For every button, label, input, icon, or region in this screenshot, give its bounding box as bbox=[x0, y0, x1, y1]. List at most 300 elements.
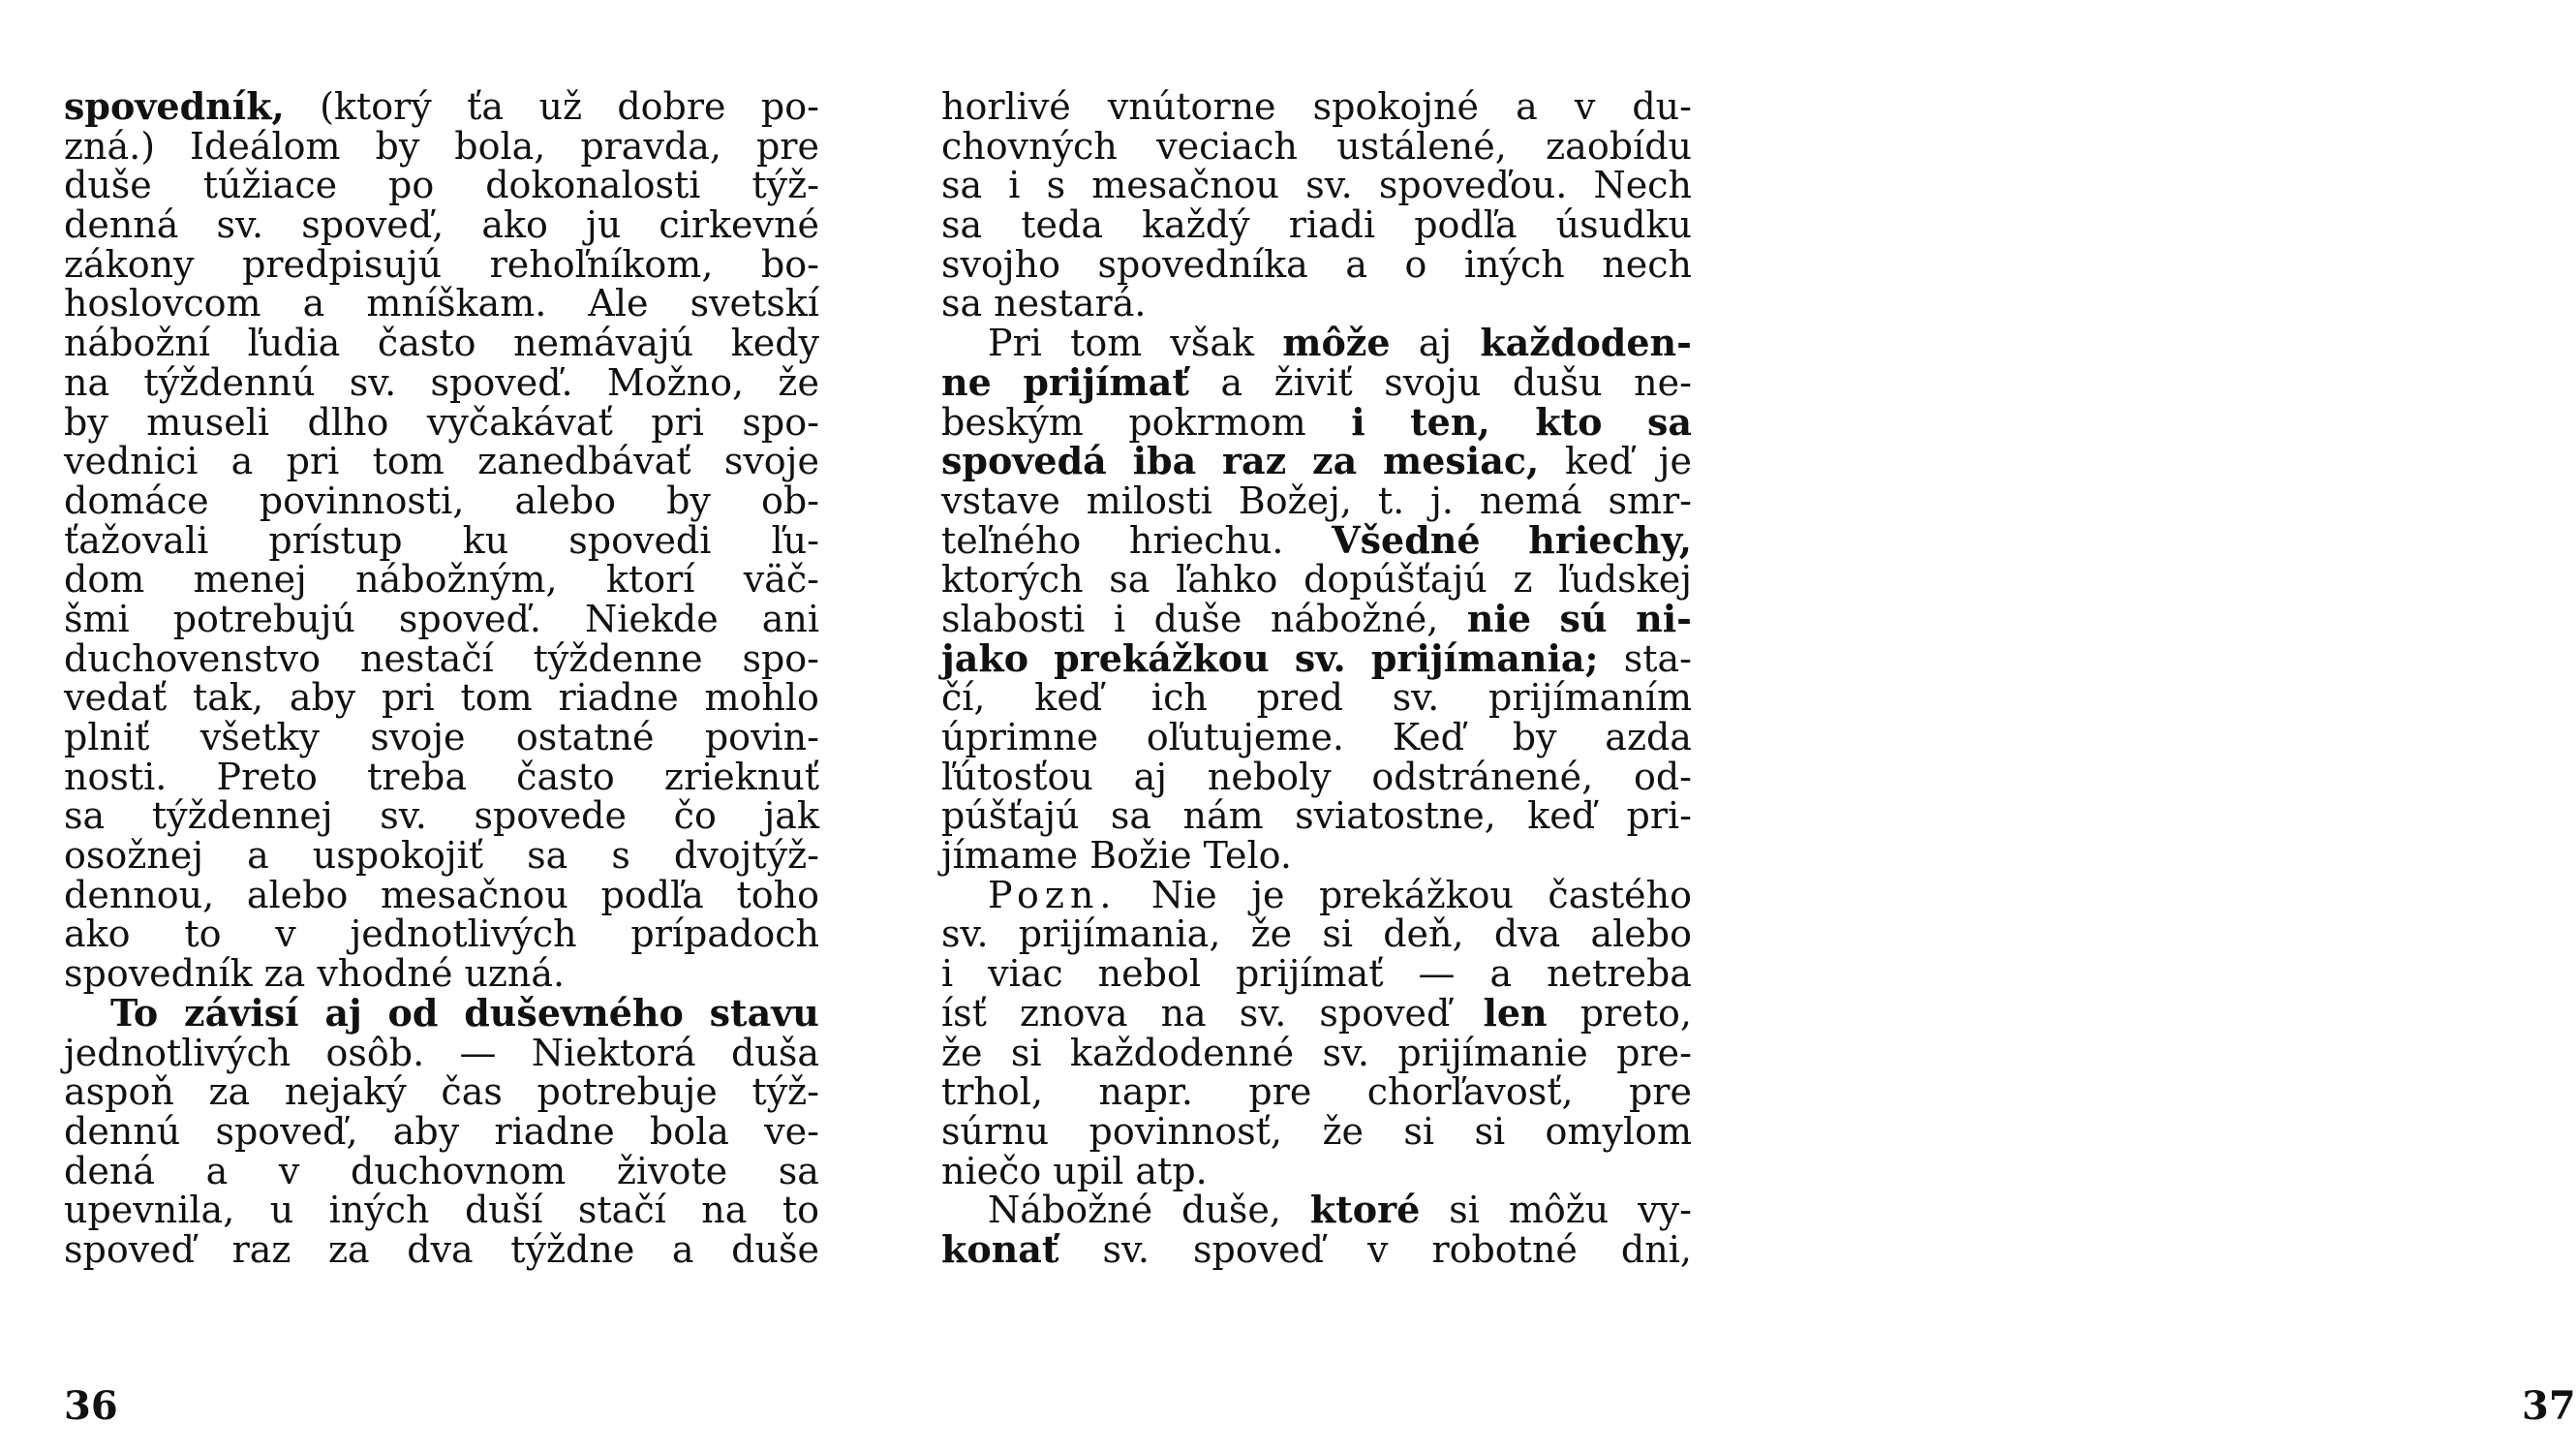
right-page-text bbox=[941, 87, 1692, 1270]
word: spoveď bbox=[1319, 991, 1451, 1035]
text-line bbox=[941, 757, 1692, 797]
text-line bbox=[64, 284, 819, 324]
word: veciach bbox=[1156, 124, 1298, 168]
word: tom bbox=[1070, 322, 1143, 365]
word: prekážkou bbox=[1054, 635, 1270, 680]
text-line bbox=[64, 718, 819, 757]
word: cirkevné bbox=[659, 203, 819, 247]
word: dobre bbox=[617, 85, 726, 128]
word: hriechy, bbox=[1528, 517, 1692, 562]
word: zrieknuť bbox=[663, 755, 819, 798]
word: (ktorý bbox=[320, 85, 432, 128]
word: riadi bbox=[1288, 203, 1376, 247]
word: duše, bbox=[1181, 1189, 1281, 1232]
text-line bbox=[941, 517, 1692, 562]
word: že bbox=[778, 360, 819, 404]
word: raz bbox=[231, 1227, 291, 1271]
word: omylom bbox=[1545, 1109, 1692, 1153]
word: jednotlivých bbox=[64, 1031, 291, 1074]
word: je bbox=[1251, 873, 1285, 916]
word: toho bbox=[736, 873, 819, 916]
text-line bbox=[64, 84, 819, 128]
word: vednici bbox=[64, 440, 199, 483]
word: potrebujú bbox=[172, 597, 355, 640]
word: predpisujú bbox=[242, 242, 443, 286]
text-line bbox=[941, 124, 1692, 168]
word: ľudia bbox=[247, 322, 341, 365]
word: by bbox=[1512, 716, 1557, 758]
word: pred bbox=[1256, 676, 1343, 720]
word: sa bbox=[1110, 794, 1152, 838]
word: t. bbox=[1377, 479, 1405, 522]
word: šmi bbox=[64, 597, 130, 640]
word: sv. bbox=[1294, 635, 1346, 680]
text-line bbox=[64, 124, 819, 168]
word: azda bbox=[1605, 716, 1692, 758]
text-line bbox=[941, 1226, 1692, 1271]
word: dušu bbox=[1512, 360, 1603, 404]
text-line bbox=[941, 359, 1692, 404]
word: spo- bbox=[742, 636, 819, 680]
word: dva bbox=[407, 1227, 474, 1271]
word: živote bbox=[616, 1149, 728, 1192]
word: ostatné bbox=[515, 716, 655, 758]
text-line bbox=[941, 1109, 1692, 1153]
text-line bbox=[941, 205, 1692, 245]
left-page bbox=[0, 0, 871, 1453]
word: úprimne bbox=[941, 716, 1099, 758]
word: nestará. bbox=[994, 282, 1147, 325]
word: každodenné bbox=[1069, 1031, 1295, 1074]
word: denná bbox=[64, 203, 179, 247]
word: týždennej bbox=[151, 794, 333, 838]
word: To bbox=[110, 990, 159, 1035]
word: ľahko bbox=[1176, 558, 1278, 602]
word: nosti. bbox=[64, 755, 168, 798]
right-page bbox=[871, 0, 2576, 1453]
word: riadne bbox=[494, 1109, 615, 1153]
word: ako bbox=[64, 912, 131, 956]
word: duší bbox=[464, 1189, 543, 1232]
word: a bbox=[230, 440, 254, 483]
word: svojho bbox=[941, 242, 1060, 286]
word: uspokojiť bbox=[312, 834, 484, 878]
word: pre bbox=[1628, 1070, 1692, 1114]
word: nie bbox=[1466, 596, 1532, 640]
word: zaobídu bbox=[1546, 124, 1692, 168]
word: na bbox=[701, 1189, 748, 1232]
word: sv. bbox=[941, 912, 989, 956]
text-line bbox=[64, 1031, 819, 1074]
word: a bbox=[302, 282, 325, 325]
word: v bbox=[1574, 85, 1596, 128]
word: slabosti bbox=[941, 597, 1086, 640]
word: a bbox=[671, 1227, 694, 1271]
word: spovedník, bbox=[64, 84, 285, 128]
word: je bbox=[1658, 440, 1692, 483]
word: trhol, bbox=[941, 1070, 1044, 1114]
word: vyčakávať bbox=[426, 400, 613, 444]
word: prijímania; bbox=[1370, 635, 1599, 680]
word: iných bbox=[328, 1189, 430, 1232]
text-line bbox=[64, 166, 819, 205]
text-line bbox=[64, 481, 819, 521]
word: spo- bbox=[742, 400, 819, 444]
word: uzná. bbox=[464, 952, 566, 996]
word: tom bbox=[460, 676, 533, 720]
word: konať bbox=[941, 1226, 1059, 1271]
word: raz bbox=[1222, 439, 1287, 483]
word: keď bbox=[1527, 794, 1596, 838]
word: a bbox=[1220, 360, 1243, 404]
word: i bbox=[1113, 597, 1126, 640]
word: treba bbox=[367, 755, 467, 798]
word: museli bbox=[146, 400, 270, 444]
word: pri bbox=[382, 676, 435, 720]
word: smr- bbox=[1608, 479, 1692, 522]
word: napr. bbox=[1098, 1070, 1193, 1114]
word: jak bbox=[763, 794, 819, 838]
word: mesačnou bbox=[1091, 164, 1280, 207]
text-line bbox=[941, 796, 1692, 836]
word: Nábožné bbox=[988, 1189, 1153, 1232]
word: Možno, bbox=[606, 360, 745, 404]
text-line bbox=[941, 321, 1692, 365]
text-line bbox=[64, 757, 819, 797]
word: sa bbox=[778, 1149, 819, 1192]
word: upevnila, bbox=[64, 1189, 235, 1232]
text-line bbox=[941, 399, 1692, 444]
word: viac bbox=[988, 952, 1063, 996]
word: duša bbox=[731, 1031, 819, 1074]
word: bo- bbox=[760, 242, 819, 286]
word: Ideálom bbox=[190, 124, 341, 168]
word: by bbox=[64, 400, 108, 444]
word: si bbox=[1010, 1031, 1042, 1074]
word: týž- bbox=[751, 1070, 819, 1114]
word: alebo bbox=[246, 873, 349, 916]
word: spovedi bbox=[568, 518, 712, 562]
word: svoje bbox=[370, 716, 466, 758]
text-line bbox=[64, 990, 819, 1035]
word: dni, bbox=[1620, 1227, 1692, 1271]
word: sv. bbox=[1102, 1227, 1150, 1271]
word: preto, bbox=[1579, 991, 1692, 1035]
word: keď bbox=[1034, 676, 1103, 720]
word: nemá bbox=[1479, 479, 1582, 522]
word: j. bbox=[1430, 479, 1454, 522]
word: znova bbox=[1020, 991, 1128, 1035]
word: mohlo bbox=[704, 676, 819, 720]
word: povinnosť, bbox=[1089, 1109, 1283, 1153]
word: ktoré bbox=[1309, 1188, 1421, 1232]
text-line bbox=[64, 560, 819, 600]
word: osôb. bbox=[325, 1031, 425, 1074]
word: každoden- bbox=[1480, 321, 1692, 365]
word: netreba bbox=[1547, 952, 1692, 996]
word: väč- bbox=[743, 558, 819, 602]
word: atp. bbox=[1135, 1149, 1208, 1192]
word: nábožní bbox=[64, 322, 210, 365]
word: ten, bbox=[1410, 399, 1490, 444]
word: sviatostne, bbox=[1295, 794, 1496, 838]
word: na bbox=[64, 360, 110, 404]
word: rehoľníkom, bbox=[489, 242, 714, 286]
word: duše bbox=[731, 1227, 819, 1271]
word: alebo bbox=[514, 479, 616, 522]
word: niečo bbox=[941, 1149, 1042, 1192]
word: často bbox=[516, 755, 615, 798]
word: nábožným, bbox=[355, 558, 558, 602]
word: spoveď. bbox=[430, 360, 573, 404]
word: upil bbox=[1053, 1149, 1124, 1192]
word: by bbox=[666, 479, 711, 522]
word: prijímať bbox=[1023, 359, 1189, 404]
word: sv. bbox=[1322, 1031, 1369, 1074]
word: ľu- bbox=[771, 518, 819, 562]
word: oľutujeme. bbox=[1146, 716, 1345, 758]
word: pravda, bbox=[580, 124, 721, 168]
text-line bbox=[941, 1031, 1692, 1074]
word: jímame bbox=[941, 834, 1079, 878]
word: že bbox=[941, 1031, 983, 1074]
word: sa bbox=[941, 282, 983, 325]
text-line bbox=[64, 914, 819, 954]
text-line bbox=[64, 597, 819, 640]
text-line bbox=[64, 400, 819, 444]
word: a bbox=[247, 834, 269, 878]
word: Ale bbox=[588, 282, 649, 325]
word: pri bbox=[651, 400, 704, 444]
word: dopúšťajú bbox=[1303, 558, 1487, 602]
word: Preto bbox=[216, 755, 318, 798]
word: môžu bbox=[1508, 1189, 1610, 1232]
word: sv. bbox=[380, 794, 427, 838]
word: dvojtýž- bbox=[673, 834, 819, 878]
word: beským bbox=[941, 400, 1084, 444]
word: ísť bbox=[941, 991, 987, 1035]
word: spoveď, bbox=[215, 1109, 358, 1153]
word: závisí bbox=[184, 990, 299, 1035]
word: spoveďou. bbox=[1378, 164, 1568, 207]
word: nejaký bbox=[284, 1070, 407, 1114]
word: chorľavosť, bbox=[1366, 1070, 1574, 1114]
word: stavu bbox=[709, 990, 819, 1035]
word: alebo bbox=[1590, 912, 1692, 956]
word: Nech bbox=[1593, 164, 1692, 207]
word: duchovenstvo bbox=[64, 636, 321, 680]
word: prijímať bbox=[1235, 952, 1384, 996]
word: ju bbox=[586, 203, 622, 247]
text-line bbox=[64, 636, 819, 680]
word: mesiac, bbox=[1383, 439, 1540, 483]
word: bola bbox=[649, 1109, 729, 1153]
word: sa bbox=[1646, 399, 1692, 444]
word: týž- bbox=[751, 164, 819, 207]
word: Pozn. bbox=[988, 873, 1118, 916]
word: iných bbox=[1463, 242, 1565, 286]
word: sv. bbox=[349, 360, 397, 404]
word: zanedbávať bbox=[477, 440, 691, 483]
word: pri- bbox=[1626, 794, 1692, 838]
word: tak, bbox=[193, 676, 264, 720]
word: spoveď bbox=[1193, 1227, 1324, 1271]
word: ku bbox=[462, 518, 509, 562]
text-line bbox=[64, 205, 819, 245]
word: Božie bbox=[1089, 834, 1192, 878]
word: ve- bbox=[764, 1109, 819, 1153]
word: zná.) bbox=[64, 124, 156, 168]
text-line bbox=[64, 360, 819, 404]
word: sa bbox=[941, 203, 983, 247]
word: dom bbox=[64, 558, 145, 602]
word: bola, bbox=[454, 124, 546, 168]
word: a bbox=[1516, 85, 1538, 128]
text-line bbox=[941, 914, 1692, 954]
word: i bbox=[941, 952, 954, 996]
word: jednotlivých bbox=[350, 912, 577, 956]
word: ne- bbox=[1634, 360, 1692, 404]
word: prijímanie bbox=[1397, 1031, 1588, 1074]
word: deň, bbox=[1383, 912, 1464, 956]
word: ani bbox=[761, 597, 819, 640]
word: si bbox=[1322, 912, 1354, 956]
text-line bbox=[941, 990, 1692, 1035]
word: dlho bbox=[307, 400, 389, 444]
text-line bbox=[941, 718, 1692, 757]
word: sa bbox=[941, 164, 983, 207]
word: Telo. bbox=[1203, 834, 1292, 878]
text-line bbox=[941, 1072, 1692, 1112]
word: sa bbox=[527, 834, 568, 878]
word: spovede bbox=[474, 794, 627, 838]
word: neboly bbox=[1207, 755, 1332, 798]
word: povin- bbox=[704, 716, 819, 758]
word: pri bbox=[286, 440, 340, 483]
text-line bbox=[941, 678, 1692, 718]
word: nám bbox=[1182, 794, 1264, 838]
word: Nie bbox=[1150, 873, 1217, 916]
word: ťa bbox=[467, 85, 505, 128]
word: milosti bbox=[1086, 479, 1212, 522]
text-line bbox=[64, 1190, 819, 1230]
word: dennú bbox=[64, 1109, 181, 1153]
text-line bbox=[64, 836, 819, 876]
word: dennou, bbox=[64, 873, 215, 916]
word: robotné bbox=[1431, 1227, 1578, 1271]
text-line bbox=[941, 1149, 1692, 1192]
word: si bbox=[1449, 1189, 1480, 1232]
text-line bbox=[64, 873, 819, 916]
word: to bbox=[184, 912, 222, 956]
word: podľa bbox=[600, 873, 704, 916]
word: spovedník bbox=[64, 952, 253, 996]
word: vstave bbox=[941, 479, 1060, 522]
word: horlivé bbox=[941, 85, 1071, 128]
word: súrnu bbox=[941, 1109, 1050, 1153]
word: Božej, bbox=[1238, 479, 1352, 522]
word: domáce bbox=[64, 479, 209, 522]
word: odstránené, bbox=[1371, 755, 1594, 798]
word: od- bbox=[1633, 755, 1692, 798]
text-line bbox=[941, 439, 1692, 483]
text-line bbox=[941, 481, 1692, 521]
word: Všedné bbox=[1332, 517, 1481, 562]
word: ob- bbox=[760, 479, 819, 522]
word: púšťajú bbox=[941, 794, 1080, 838]
word: duše bbox=[1153, 597, 1242, 640]
word: aj bbox=[1418, 322, 1453, 365]
word: mníškam. bbox=[366, 282, 547, 325]
word: ich bbox=[1150, 676, 1208, 720]
word: s bbox=[1046, 164, 1066, 207]
word: nemávajú bbox=[513, 322, 694, 365]
word: za bbox=[263, 952, 306, 996]
word: za bbox=[1312, 439, 1358, 483]
text-line bbox=[941, 560, 1692, 600]
word: aspoň bbox=[64, 1070, 174, 1114]
word: chovných bbox=[941, 124, 1118, 168]
word: zákony bbox=[64, 242, 195, 286]
text-line bbox=[64, 324, 819, 363]
word: často bbox=[377, 322, 476, 365]
word: v bbox=[1366, 1227, 1389, 1271]
word: si bbox=[1403, 1109, 1435, 1153]
text-line bbox=[64, 1149, 819, 1192]
word: ako bbox=[481, 203, 548, 247]
word: i bbox=[1351, 399, 1365, 444]
word: i bbox=[1008, 164, 1021, 207]
text-line bbox=[941, 873, 1692, 916]
word: ustálené, bbox=[1336, 124, 1507, 168]
word: týždenne bbox=[533, 636, 703, 680]
word: že bbox=[1322, 1109, 1364, 1153]
word: ľudskej bbox=[1558, 558, 1692, 602]
word: častého bbox=[1548, 873, 1692, 916]
word: o bbox=[1404, 242, 1427, 286]
word: by bbox=[375, 124, 420, 168]
word: spovedá bbox=[941, 439, 1107, 483]
text-line bbox=[941, 1190, 1692, 1230]
word: ktorí bbox=[605, 558, 695, 602]
word: Pri bbox=[988, 322, 1042, 365]
word: od bbox=[387, 990, 439, 1035]
word: potrebuje bbox=[537, 1070, 718, 1114]
word: aby bbox=[289, 676, 356, 720]
word: že bbox=[1250, 912, 1293, 956]
text-line bbox=[941, 166, 1692, 205]
word: však bbox=[1170, 322, 1255, 365]
word: ne bbox=[941, 359, 992, 404]
word: u bbox=[269, 1189, 294, 1232]
word: prístup bbox=[268, 518, 403, 562]
word: Keď bbox=[1392, 716, 1464, 758]
word: pre bbox=[755, 124, 819, 168]
word: ľútosťou bbox=[941, 755, 1093, 798]
word: každý bbox=[1142, 203, 1250, 247]
word: teľného bbox=[941, 518, 1082, 562]
word: po bbox=[388, 164, 435, 207]
text-line bbox=[941, 635, 1692, 680]
word: môže bbox=[1282, 321, 1391, 365]
page-number-right: 37 bbox=[2522, 1383, 2576, 1429]
word: ni- bbox=[1636, 596, 1692, 640]
word: — bbox=[1418, 952, 1456, 996]
word: za bbox=[328, 1227, 370, 1271]
text-line bbox=[64, 242, 819, 286]
word: — bbox=[459, 1031, 497, 1074]
word: pre- bbox=[1616, 1031, 1692, 1074]
